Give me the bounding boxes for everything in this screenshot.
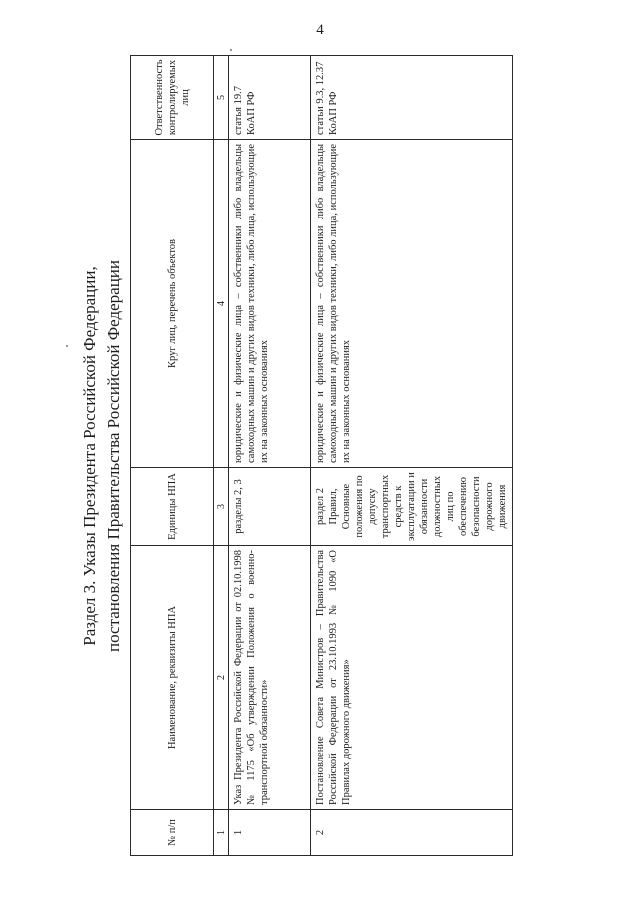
column-number: 1 (214, 810, 229, 856)
row-persons: юридические и физические лица – собственники либо владельцы самоходных машин и других видов техники, либо лица, использующие их на законных основаниях (229, 140, 311, 468)
row-liability: статья 19.7 КоАП РФ (229, 56, 311, 140)
header-units: Единицы НПА (131, 468, 214, 546)
heading-line-1: Раздел 3. Указы Президента Российской Федерации, (80, 266, 99, 646)
row-liability: статьи 9.3, 12.37 КоАП РФ (311, 56, 513, 140)
column-number: 4 (214, 140, 229, 468)
table-header-row (131, 56, 214, 856)
row-npa-name: Указ Президента Российской Федерации от 02.10.1998 № 1175 «Об утверждении Положения о военно-транспортной обязанности» (229, 546, 311, 810)
column-number: 5 (214, 56, 229, 140)
scan-speck (230, 49, 232, 51)
column-number: 3 (214, 468, 229, 546)
row-number: 1 (229, 810, 311, 856)
header-number: № п/п (131, 810, 214, 856)
header-persons: Круг лиц, перечень объектов (131, 140, 214, 468)
row-npa-units: разделы 2, 3 (229, 468, 311, 546)
scan-speck (66, 345, 68, 347)
section-heading (78, 56, 132, 856)
heading-line-2: постановления Правительства Российской Федерации (104, 260, 123, 652)
column-number: 2 (214, 546, 229, 810)
column-numbers-row (214, 56, 229, 856)
row-npa-units: раздел 2 Правил, Основные положения по допуску транспортных средств к эксплуатации и обязанности должностных лиц по обеспечению безопасности дорожного движения (311, 468, 513, 546)
row-number: 2 (311, 810, 513, 856)
header-name: Наименование, реквизиты НПА (131, 546, 214, 810)
page-number: 4 (316, 22, 324, 38)
row-npa-name: Постановление Совета Министров – Правительства Российской Федерации от 23.10.1993 № 1090 «О Правилах дорожного движения» (311, 546, 513, 810)
row-persons: юридические и физические лица – собственники либо владельцы самоходных машин и других видов техники, либо лица, использующие их на законных основаниях (311, 140, 513, 468)
npa-table (130, 55, 513, 856)
table-row (311, 56, 513, 856)
table-row (229, 56, 311, 856)
rotated-page-content (78, 56, 572, 856)
header-liability: Ответственность контролируемых лиц (131, 56, 214, 140)
